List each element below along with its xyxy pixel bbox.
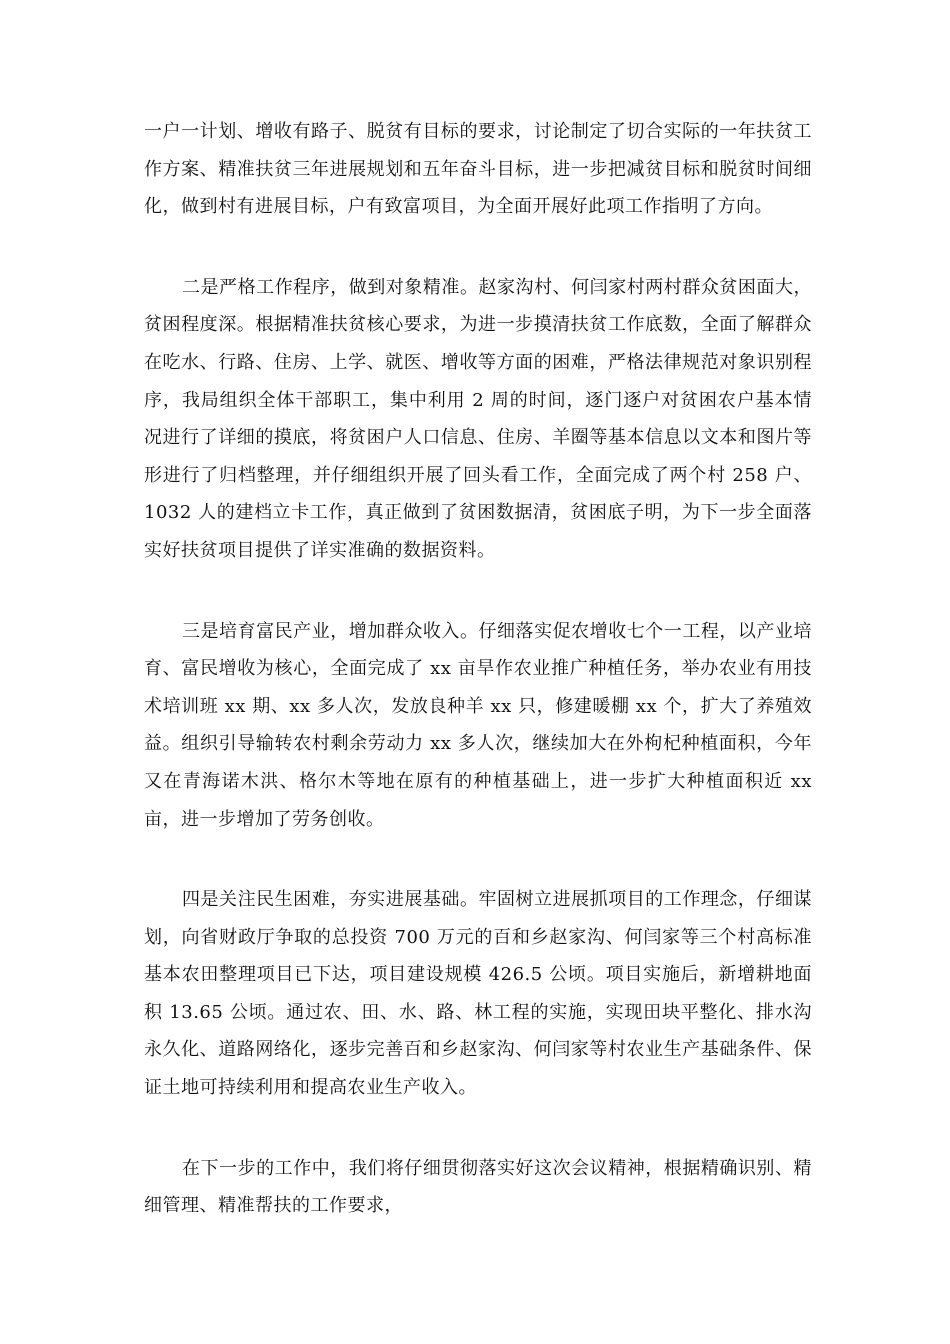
paragraph-4: 四是关注民生困难，夯实进展基础。牢固树立进展抓项目的工作理念，仔细谋划，向省财政厅争取的总投资 700 万元的百和乡赵家沟、何闫家等三个村高标准基本农田整理项目已下达，项目建设规模 426.5 公顷。项目实施后，新增耕地面积 13.65 公顷。通过农、田、水、路、林工程的实施，实现田块平整化、排水沟永久化、道路网络化，逐步完善百和乡赵家沟、何闫家等村农业生产基础条件、保证土地可持续利用和提高农业生产收入。 [144,889,812,1099]
paragraph-2: 二是严格工作程序，做到对象精准。赵家沟村、何闫家村两村群众贫困面大，贫困程度深。根据精准扶贫核心要求，为进一步摸清扶贫工作底数，全面了解群众在吃水、行路、住房、上学、就医、增收等方面的困难，严格法律规范对象识别程序，我局组织全体干部职工，集中利用 2 周的时间，逐门逐户对贫困农户基本情况进行了详细的摸底，将贫困户人口信息、住房、羊圈等基本信息以文本和图片等形进行了归档整理，并仔细组织开展了回头看工作，全面完成了两个村 258 户、1032 人的建档立卡工作，真正做到了贫困数据清，贫困底子明，为下一步全面落实好扶贫项目提供了详实准确的数据资料。 [144,276,812,561]
paragraph-5: 在下一步的工作中，我们将仔细贯彻落实好这次会议精神，根据精确识别、精细管理、精准帮扶的工作要求， [144,1157,812,1217]
paragraph-3: 三是培育富民产业，增加群众收入。仔细落实促农增收七个一工程，以产业培育、富民增收为核心，全面完成了 xx 亩旱作农业推广种植任务，举办农业有用技术培训班 xx 期、xx 多人次，发放良种羊 xx 只，修建暖棚 xx 个，扩大了养殖效益。组织引导输转农村剩余劳动力 xx 多人次，继续加大在外枸杞种植面积，今年又在青海诺木洪、格尔木等地在原有的种植基础上，进一步扩大种植面积近 xx 亩，进一步增加了劳务创收。 [144,620,812,830]
document-body [144,113,812,1268]
paragraph-1: 一户一计划、增收有路子、脱贫有目标的要求，讨论制定了切合实际的一年扶贫工作方案、精准扶贫三年进展规划和五年奋斗目标，进一步把减贫目标和脱贫时间细化，做到村有进展目标，户有致富项目，为全面开展好此项工作指明了方向。 [144,121,812,218]
